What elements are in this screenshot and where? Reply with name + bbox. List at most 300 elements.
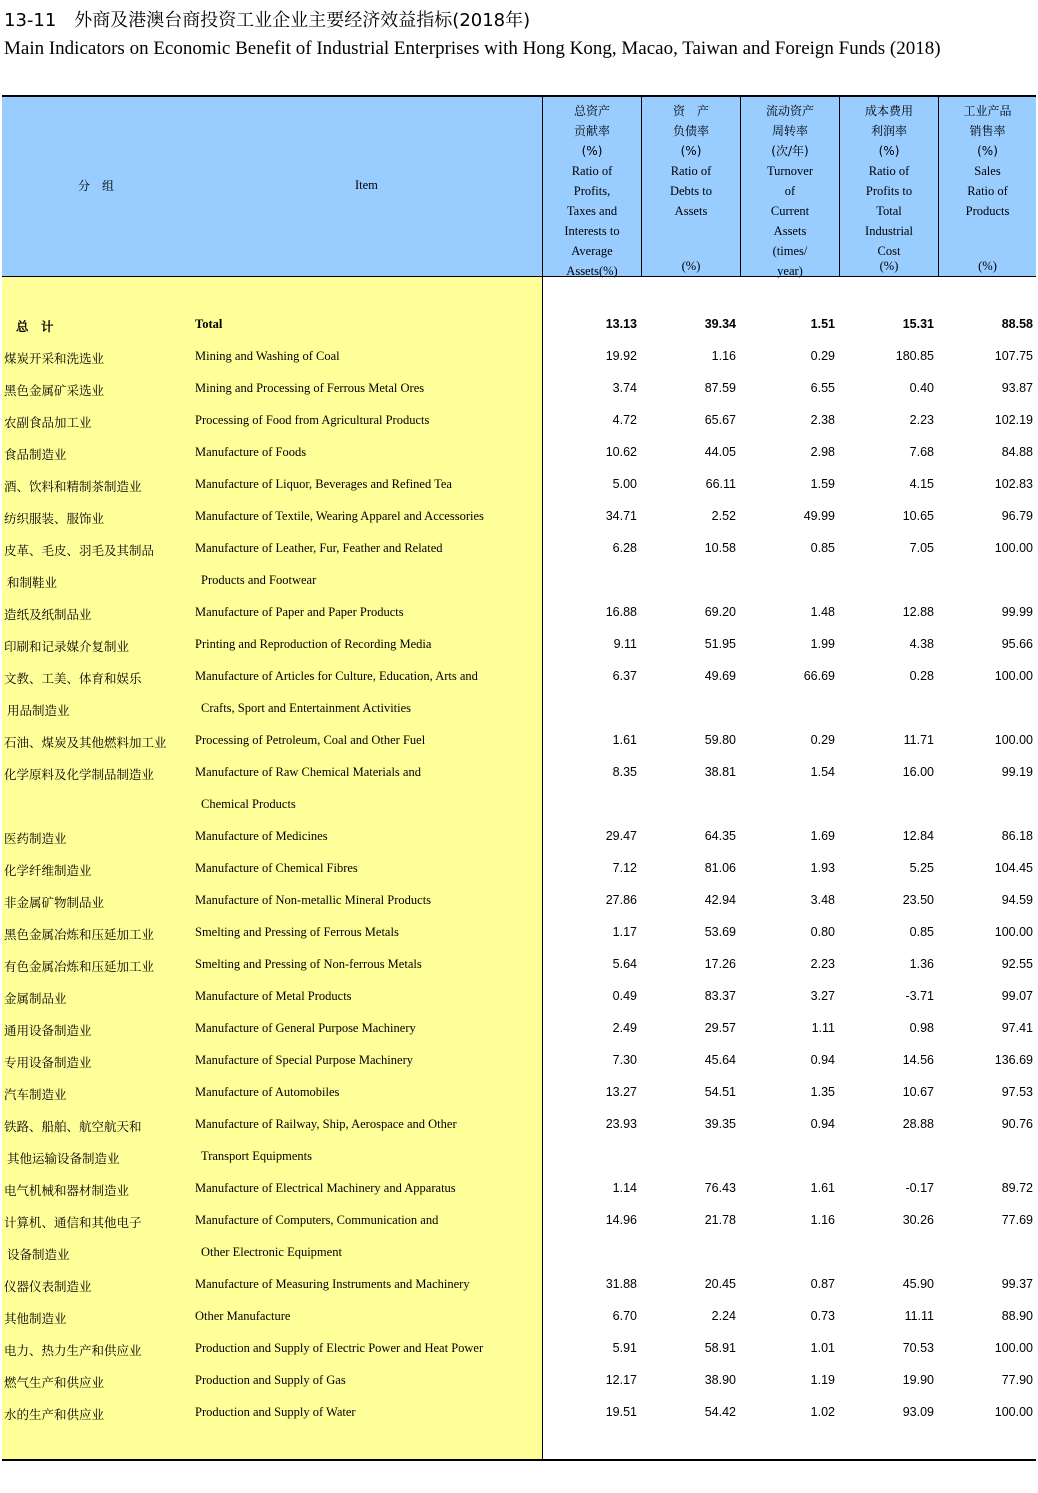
header-line: 工业产品 (963, 104, 1012, 118)
row-value-col-1: 19.51 (605, 1405, 637, 1419)
table-row (0, 884, 1038, 916)
row-label-chinese: 用品制造业 (7, 703, 70, 718)
row-value-col-1: 2.49 (612, 1021, 637, 1035)
table-header (2, 97, 1036, 277)
row-value-col-5: 99.19 (1001, 765, 1033, 779)
row-label-english: Total (195, 317, 223, 331)
row-value-col-3: 66.69 (803, 669, 835, 683)
table-row (0, 340, 1038, 372)
row-value-col-3: 0.73 (810, 1309, 835, 1323)
row-value-col-1: 7.30 (612, 1053, 637, 1067)
row-label-english: Processing of Petroleum, Coal and Other Fuel (195, 733, 426, 747)
header-line: Ratio of (868, 164, 910, 178)
header-column-2 (641, 97, 740, 276)
row-label-chinese: 计算机、通信和其他电子 (4, 1215, 142, 1230)
row-label-english: Other Electronic Equipment (201, 1245, 342, 1259)
row-label-english: Crafts, Sport and Entertainment Activities (201, 701, 412, 715)
row-label-chinese: 非金属矿物制品业 (4, 895, 105, 910)
row-value-col-4: 11.71 (903, 733, 934, 747)
row-value-col-3: 1.01 (810, 1341, 835, 1355)
row-value-col-1: 6.28 (612, 541, 637, 555)
row-label-chinese: 其他制造业 (4, 1311, 67, 1326)
row-label-chinese: 黑色金属冶炼和压延加工业 (4, 927, 155, 942)
row-value-col-3: 0.29 (810, 349, 835, 363)
table-row (0, 1396, 1038, 1428)
table-row (0, 1044, 1038, 1076)
row-value-col-1: 1.17 (612, 925, 637, 939)
row-label-english: Other Manufacture (195, 1309, 291, 1323)
row-value-col-2: 10.58 (704, 541, 736, 555)
row-value-col-4: 0.40 (909, 381, 934, 395)
row-value-col-4: 0.98 (909, 1021, 934, 1035)
row-label-english: Production and Supply of Electric Power and Heat Power (195, 1341, 484, 1355)
row-value-col-3: 1.02 (810, 1405, 835, 1419)
row-value-col-3: 3.48 (810, 893, 835, 907)
header-line: Ratio of (670, 164, 712, 178)
row-value-col-4: 2.23 (909, 413, 934, 427)
header-line: Taxes and (566, 204, 618, 218)
header-line: 负债率 (672, 124, 709, 138)
header-unit: (%) (879, 259, 899, 273)
row-label-english: Manufacture of Chemical Fibres (195, 861, 358, 875)
row-label-english: Manufacture of Measuring Instruments and Machinery (195, 1277, 470, 1291)
row-value-col-1: 9.11 (613, 637, 637, 651)
table-row (0, 916, 1038, 948)
row-value-col-5: 90.76 (1001, 1117, 1033, 1131)
row-label-chinese: 专用设备制造业 (4, 1055, 92, 1070)
row-label-english: Manufacture of General Purpose Machinery (195, 1021, 416, 1035)
row-value-col-2: 39.35 (704, 1117, 736, 1131)
row-value-col-1: 7.12 (612, 861, 637, 875)
row-label-chinese: 总 计 (16, 319, 54, 334)
row-value-col-3: 1.61 (810, 1181, 835, 1195)
row-value-col-2: 64.35 (704, 829, 736, 843)
row-value-col-2: 66.11 (705, 477, 736, 491)
row-value-col-1: 8.35 (612, 765, 637, 779)
row-value-col-1: 6.70 (612, 1309, 637, 1323)
row-value-col-3: 0.94 (810, 1053, 835, 1067)
header-line: Sales (974, 164, 1001, 178)
row-value-col-5: 100.00 (994, 669, 1033, 683)
row-label-chinese: 石油、煤炭及其他燃料加工业 (4, 735, 167, 750)
row-value-col-1: 14.96 (605, 1213, 637, 1227)
table-row (0, 404, 1038, 436)
table-row (0, 948, 1038, 980)
header-line: Products (965, 204, 1010, 218)
row-value-col-3: 1.48 (810, 605, 835, 619)
row-label-english: Manufacture of Computers, Communication and (195, 1213, 439, 1227)
row-value-col-2: 44.05 (704, 445, 736, 459)
row-value-col-1: 6.37 (612, 669, 637, 683)
row-value-col-3: 6.55 (810, 381, 835, 395)
row-value-col-2: 87.59 (704, 381, 736, 395)
table-row (0, 1108, 1038, 1140)
row-label-english: Transport Equipments (201, 1149, 312, 1163)
header-line: (次/年) (771, 144, 809, 158)
row-value-col-4: -3.71 (905, 989, 934, 1003)
row-label-chinese: 黑色金属矿采选业 (4, 383, 105, 398)
row-value-col-2: 21.78 (704, 1213, 736, 1227)
row-value-col-4: 12.88 (902, 605, 934, 619)
row-label-english: Manufacture of Articles for Culture, Education, Arts and (195, 669, 478, 683)
header-column-1 (542, 97, 641, 276)
table-row (0, 820, 1038, 852)
table-row (0, 468, 1038, 500)
row-value-col-1: 12.17 (605, 1373, 637, 1387)
row-value-col-4: 1.36 (909, 957, 934, 971)
row-value-col-5: 107.75 (994, 349, 1033, 363)
row-label-english: Manufacture of Automobiles (195, 1085, 340, 1099)
row-label-english: Manufacture of Raw Chemical Materials and (195, 765, 421, 779)
row-value-col-4: 10.65 (902, 509, 934, 523)
header-item-label: Item (355, 178, 378, 192)
row-label-english: Manufacture of Non-metallic Mineral Products (195, 893, 432, 907)
table-row (0, 1204, 1038, 1236)
header-line: Ratio of (967, 184, 1008, 198)
row-value-col-3: 1.11 (811, 1021, 835, 1035)
row-value-col-1: 13.13 (605, 317, 637, 331)
row-value-col-3: 0.29 (810, 733, 835, 747)
row-label-english: Manufacture of Foods (195, 445, 307, 459)
header-line: Current (770, 204, 810, 218)
row-label-chinese: 纺织服装、服饰业 (4, 511, 105, 526)
row-value-col-4: 0.28 (909, 669, 934, 683)
row-value-col-1: 19.92 (605, 349, 637, 363)
row-label-english: Manufacture of Special Purpose Machinery (195, 1053, 413, 1067)
row-label-chinese: 铁路、船舶、航空航天和 (4, 1119, 142, 1134)
row-value-col-2: 58.91 (704, 1341, 736, 1355)
header-line: Turnover (766, 164, 814, 178)
row-value-col-5: 95.66 (1001, 637, 1033, 651)
row-value-col-5: 136.69 (994, 1053, 1033, 1067)
row-value-col-4: 10.67 (902, 1085, 934, 1099)
row-value-col-4: 12.84 (902, 829, 934, 843)
row-value-col-2: 42.94 (704, 893, 736, 907)
row-value-col-2: 2.24 (711, 1309, 736, 1323)
header-column-5 (938, 97, 1036, 276)
row-value-col-4: 180.85 (895, 349, 934, 363)
row-value-col-5: 97.53 (1001, 1085, 1033, 1099)
row-value-col-2: 53.69 (704, 925, 736, 939)
row-label-chinese: 化学纤维制造业 (4, 863, 92, 878)
row-value-col-1: 4.72 (612, 413, 637, 427)
table-row (0, 724, 1038, 756)
row-label-chinese: 食品制造业 (4, 447, 67, 462)
row-value-col-1: 3.74 (612, 381, 637, 395)
row-value-col-5: 102.19 (994, 413, 1033, 427)
row-value-col-4: 14.56 (902, 1053, 934, 1067)
header-line: 资 产 (672, 104, 709, 118)
row-value-col-2: 20.45 (704, 1277, 736, 1291)
row-value-col-3: 1.93 (810, 861, 835, 875)
row-label-english: Processing of Food from Agricultural Products (195, 413, 430, 427)
row-value-col-5: 100.00 (994, 733, 1033, 747)
header-line: (%) (581, 144, 603, 158)
table-row-continuation (0, 1140, 1038, 1172)
row-value-col-2: 38.81 (704, 765, 736, 779)
row-value-col-4: 0.85 (909, 925, 934, 939)
row-label-chinese: 皮革、毛皮、羽毛及其制品 (4, 543, 155, 558)
row-label-chinese: 农副食品加工业 (4, 415, 92, 430)
row-label-chinese: 电力、热力生产和供应业 (4, 1343, 142, 1358)
header-line: Debts to (669, 184, 712, 198)
table-title-english: Main Indicators on Economic Benefit of Industrial Enterprises with Hong Kong, Macao, Taiwan and Foreign Funds (2018) (4, 38, 941, 59)
header-column-4 (839, 97, 938, 276)
row-value-col-5: 77.69 (1001, 1213, 1033, 1227)
row-label-chinese: 酒、饮料和精制茶制造业 (4, 479, 142, 494)
row-label-english: Manufacture of Metal Products (195, 989, 352, 1003)
row-label-chinese: 燃气生产和供应业 (4, 1375, 105, 1390)
table-row (0, 596, 1038, 628)
row-label-chinese: 有色金属冶炼和压延加工业 (4, 959, 155, 974)
row-value-col-5: 88.58 (1001, 317, 1033, 331)
table-row (0, 1012, 1038, 1044)
table-row-continuation (0, 1236, 1038, 1268)
table-row (0, 660, 1038, 692)
table-row-continuation (0, 564, 1038, 596)
row-value-col-2: 83.37 (704, 989, 736, 1003)
header-line: Profits to (865, 184, 913, 198)
row-value-col-5: 99.99 (1001, 605, 1033, 619)
row-label-english: Production and Supply of Gas (195, 1373, 346, 1387)
row-value-col-5: 88.90 (1001, 1309, 1033, 1323)
row-value-col-5: 77.90 (1001, 1373, 1033, 1387)
table-row-continuation (0, 692, 1038, 724)
table-row (0, 1332, 1038, 1364)
row-value-col-4: 23.50 (902, 893, 934, 907)
row-value-col-2: 29.57 (704, 1021, 736, 1035)
row-value-col-5: 100.00 (994, 925, 1033, 939)
table-row (0, 1300, 1038, 1332)
row-label-english: Smelting and Pressing of Ferrous Metals (195, 925, 399, 939)
row-value-col-2: 45.64 (704, 1053, 736, 1067)
row-label-english: Mining and Processing of Ferrous Metal Ores (195, 381, 425, 395)
row-value-col-5: 92.55 (1001, 957, 1033, 971)
row-value-col-4: 28.88 (902, 1117, 934, 1131)
table-row (0, 372, 1038, 404)
row-value-col-3: 1.19 (810, 1373, 835, 1387)
header-line: 总资产 (573, 104, 610, 118)
row-value-col-3: 3.27 (810, 989, 835, 1003)
row-label-english: Manufacture of Railway, Ship, Aerospace and Other (195, 1117, 457, 1131)
row-value-col-4: 93.09 (902, 1405, 934, 1419)
row-value-col-5: 84.88 (1001, 445, 1033, 459)
header-line: Cost (877, 244, 901, 258)
table-row (0, 308, 1038, 340)
row-value-col-4: 4.38 (909, 637, 934, 651)
row-value-col-4: 16.00 (902, 765, 934, 779)
header-line: (%) (680, 144, 702, 158)
row-label-chinese: 印刷和记录媒介复制业 (4, 639, 130, 654)
row-label-chinese: 仪器仪表制造业 (4, 1279, 92, 1294)
table-row (0, 852, 1038, 884)
row-value-col-1: 34.71 (605, 509, 637, 523)
table-row (0, 1172, 1038, 1204)
header-line: Assets(%) (566, 264, 618, 278)
row-value-col-3: 1.16 (810, 1213, 835, 1227)
row-label-chinese: 金属制品业 (4, 991, 67, 1006)
row-value-col-4: 7.05 (909, 541, 934, 555)
header-line: year) (777, 264, 803, 278)
row-label-english: Manufacture of Medicines (195, 829, 328, 843)
row-value-col-1: 13.27 (605, 1085, 637, 1099)
row-value-col-3: 0.85 (810, 541, 835, 555)
row-label-chinese: 和制鞋业 (7, 575, 58, 590)
row-label-chinese: 水的生产和供应业 (4, 1407, 105, 1422)
row-value-col-1: 1.61 (612, 733, 637, 747)
row-value-col-2: 69.20 (704, 605, 736, 619)
row-value-col-3: 2.38 (810, 413, 835, 427)
row-value-col-4: 30.26 (902, 1213, 934, 1227)
row-value-col-5: 86.18 (1001, 829, 1033, 843)
header-unit: (%) (978, 259, 997, 273)
table-row (0, 756, 1038, 788)
row-value-col-5: 99.37 (1001, 1277, 1033, 1291)
table-row (0, 436, 1038, 468)
header-group-label: 分 组 (78, 179, 115, 193)
row-value-col-4: 45.90 (902, 1277, 934, 1291)
row-value-col-5: 89.72 (1001, 1181, 1033, 1195)
row-value-col-1: 29.47 (605, 829, 637, 843)
row-value-col-4: 70.53 (902, 1341, 934, 1355)
header-line: of (784, 184, 796, 198)
row-value-col-2: 1.16 (711, 349, 736, 363)
header-line: Assets (773, 224, 807, 238)
row-label-english: Manufacture of Leather, Fur, Feather and Related (195, 541, 443, 555)
bottom-rule (2, 1459, 1036, 1461)
row-value-col-2: 39.34 (704, 317, 736, 331)
row-value-col-4: 15.31 (902, 317, 934, 331)
header-line: (%) (878, 144, 900, 158)
table-row (0, 980, 1038, 1012)
row-value-col-2: 38.90 (704, 1373, 736, 1387)
row-value-col-4: 11.11 (904, 1309, 934, 1323)
row-value-col-3: 49.99 (803, 509, 835, 523)
row-value-col-5: 100.00 (994, 1341, 1033, 1355)
row-value-col-4: 5.25 (909, 861, 934, 875)
table-row (0, 532, 1038, 564)
table-row (0, 628, 1038, 660)
header-column-3 (740, 97, 839, 276)
row-value-col-1: 5.00 (612, 477, 637, 491)
header-line: (times/ (772, 244, 808, 258)
header-line: Industrial (865, 224, 913, 238)
row-value-col-2: 17.26 (704, 957, 736, 971)
header-line: Ratio of (571, 164, 613, 178)
header-unit: (%) (681, 259, 701, 273)
row-value-col-3: 0.94 (810, 1117, 835, 1131)
row-value-col-5: 97.41 (1001, 1021, 1033, 1035)
row-value-col-5: 94.59 (1001, 893, 1033, 907)
row-label-chinese: 文教、工美、体育和娱乐 (4, 671, 142, 686)
row-value-col-5: 99.07 (1001, 989, 1033, 1003)
row-value-col-2: 59.80 (704, 733, 736, 747)
row-value-col-5: 102.83 (994, 477, 1033, 491)
row-value-col-1: 16.88 (605, 605, 637, 619)
row-value-col-4: 19.90 (902, 1373, 934, 1387)
row-label-chinese: 设备制造业 (7, 1247, 70, 1262)
row-value-col-2: 54.42 (704, 1405, 736, 1419)
row-value-col-1: 0.49 (612, 989, 637, 1003)
row-label-chinese: 化学原料及化学制品制造业 (4, 767, 155, 782)
row-value-col-3: 1.54 (810, 765, 835, 779)
row-label-chinese: 其他运输设备制造业 (7, 1151, 120, 1166)
row-value-col-5: 100.00 (994, 1405, 1033, 1419)
row-label-chinese: 煤炭开采和洗选业 (4, 351, 105, 366)
row-value-col-3: 1.59 (810, 477, 835, 491)
row-value-col-5: 93.87 (1001, 381, 1033, 395)
row-label-english: Manufacture of Electrical Machinery and Apparatus (195, 1181, 456, 1195)
row-value-col-3: 1.69 (810, 829, 835, 843)
header-line: Profits, (573, 184, 611, 198)
header-line: Total (876, 204, 902, 218)
header-line: 流动资产 (765, 104, 814, 118)
row-label-english: Production and Supply of Water (195, 1405, 356, 1419)
row-value-col-2: 51.95 (704, 637, 736, 651)
row-value-col-2: 54.51 (704, 1085, 736, 1099)
table-row (0, 500, 1038, 532)
row-value-col-1: 27.86 (605, 893, 637, 907)
row-label-chinese: 汽车制造业 (4, 1087, 67, 1102)
row-value-col-1: 10.62 (605, 445, 637, 459)
row-value-col-5: 96.79 (1001, 509, 1033, 523)
row-label-english: Printing and Reproduction of Recording Media (195, 637, 432, 651)
row-value-col-5: 100.00 (994, 541, 1033, 555)
table-row (0, 1364, 1038, 1396)
row-value-col-2: 81.06 (704, 861, 736, 875)
row-value-col-3: 1.51 (810, 317, 835, 331)
table-row-continuation (0, 788, 1038, 820)
row-label-english: Manufacture of Paper and Paper Products (195, 605, 404, 619)
header-line: 成本费用 (864, 104, 913, 118)
table-row (0, 1076, 1038, 1108)
header-line: (%) (977, 144, 998, 158)
row-value-col-4: -0.17 (905, 1181, 934, 1195)
row-label-english: Mining and Washing of Coal (195, 349, 340, 363)
row-value-col-2: 65.67 (704, 413, 736, 427)
row-label-chinese: 造纸及纸制品业 (4, 607, 92, 622)
row-value-col-3: 2.98 (810, 445, 835, 459)
row-label-english: Manufacture of Liquor, Beverages and Refined Tea (195, 477, 452, 491)
row-value-col-4: 4.15 (909, 477, 934, 491)
row-label-english: Chemical Products (201, 797, 296, 811)
row-value-col-3: 1.35 (810, 1085, 835, 1099)
row-value-col-1: 1.14 (612, 1181, 637, 1195)
row-value-col-3: 1.99 (810, 637, 835, 651)
row-label-english: Products and Footwear (201, 573, 317, 587)
row-value-col-1: 23.93 (605, 1117, 637, 1131)
row-label-chinese: 医药制造业 (4, 831, 67, 846)
row-value-col-3: 0.87 (810, 1277, 835, 1291)
row-value-col-1: 5.91 (612, 1341, 637, 1355)
row-value-col-3: 2.23 (810, 957, 835, 971)
row-value-col-3: 0.80 (810, 925, 835, 939)
row-value-col-4: 7.68 (909, 445, 934, 459)
row-value-col-2: 2.52 (711, 509, 736, 523)
row-value-col-5: 104.45 (994, 861, 1033, 875)
row-label-chinese: 通用设备制造业 (4, 1023, 92, 1038)
header-line: Average (571, 244, 613, 258)
header-line: Assets (674, 204, 708, 218)
table-title-chinese: 13-11 外商及港澳台商投资工业企业主要经济效益指标(2018年) (4, 10, 531, 31)
table-row (0, 1268, 1038, 1300)
header-line: 利润率 (870, 124, 907, 138)
row-value-col-1: 5.64 (612, 957, 637, 971)
header-line: 销售率 (969, 124, 1006, 138)
header-line: 周转率 (771, 124, 808, 138)
row-label-english: Smelting and Pressing of Non-ferrous Metals (195, 957, 422, 971)
row-label-chinese: 电气机械和器材制造业 (4, 1183, 130, 1198)
